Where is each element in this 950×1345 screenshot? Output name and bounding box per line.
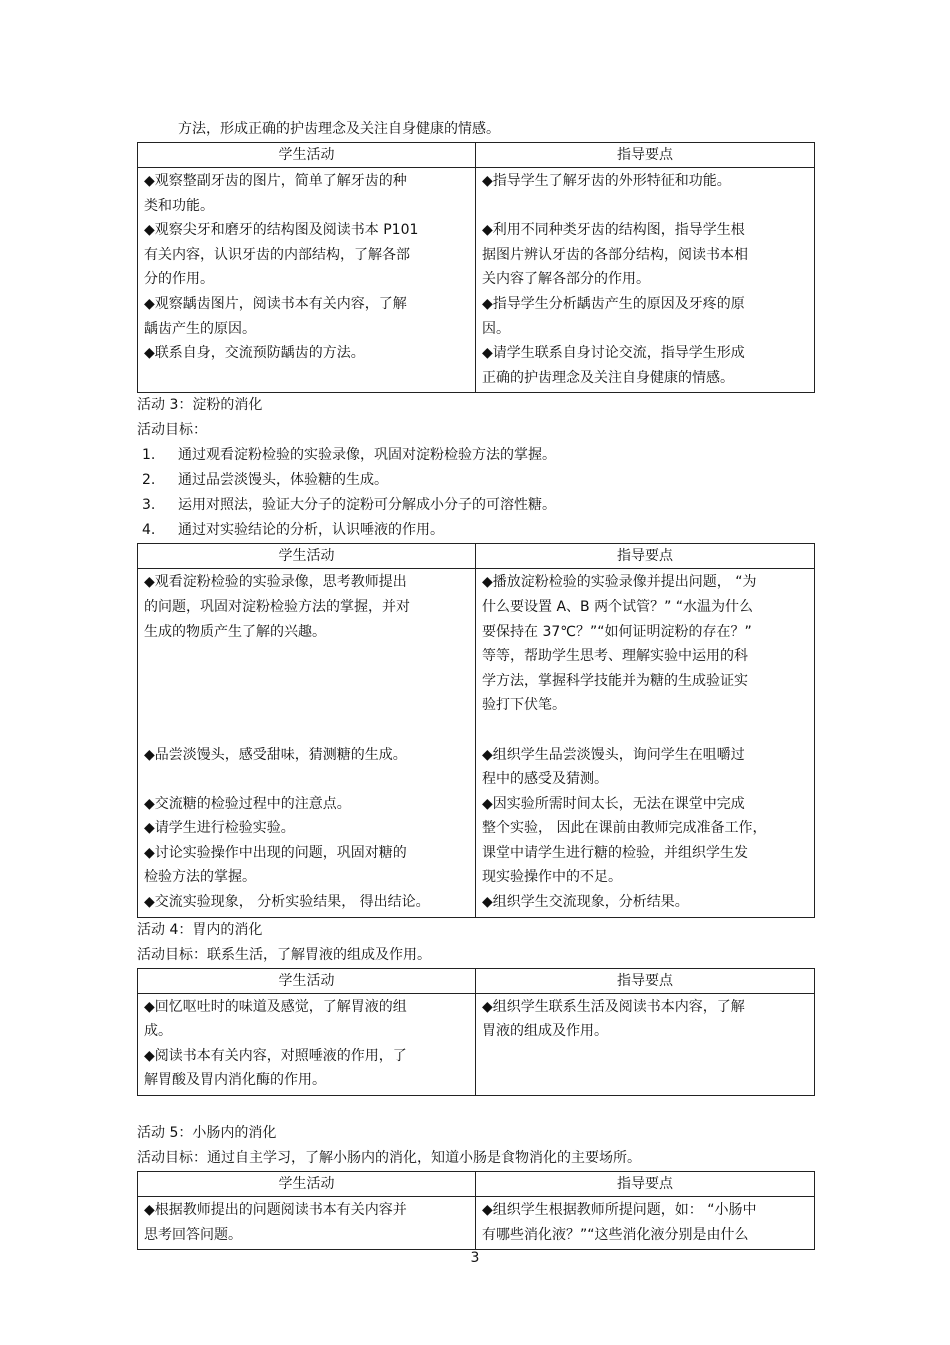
table-header-row [138, 968, 815, 993]
table-header-row [138, 143, 815, 168]
table-teeth [137, 142, 815, 393]
cell-line: ◆观察龋齿图片，阅读书本有关内容，了解 [144, 295, 407, 312]
cell-line: ◆品尝淡馒头，感受甜味，猜测糖的生成。 [144, 746, 407, 763]
table-header-row [138, 544, 815, 569]
page-number: 3 [470, 1250, 480, 1266]
list-text: 通过品尝淡馒头，体验糖的生成。 [178, 472, 388, 489]
cell-line: 胃液的组成及作用。 [482, 1023, 608, 1040]
guidance-points-cell [476, 993, 815, 1095]
table-row [138, 1197, 815, 1250]
student-activity-cell [138, 1197, 476, 1250]
cell-line: ◆观看淀粉检验的实验录像，思考教师提出 [144, 574, 407, 591]
header-student-activity: 学生活动 [138, 544, 476, 569]
cell-line [482, 194, 808, 219]
header-student-activity: 学生活动 [138, 968, 476, 993]
cell-line: 现实验操作中的不足。 [482, 869, 622, 886]
list-item [137, 518, 815, 543]
cell-line: ◆请学生进行检验实验。 [144, 820, 295, 837]
header-guidance-points: 指导要点 [476, 544, 815, 569]
cell-line: 解胃酸及胃内消化酶的作用。 [144, 1072, 326, 1089]
cell-line [482, 718, 808, 743]
cell-line: ◆指导学生分析龋齿产生的原因及牙疼的原 [482, 295, 745, 312]
cell-line: 类和功能。 [144, 197, 214, 214]
guidance-points-cell [476, 569, 815, 917]
cell-line: ◆组织学生品尝淡馒头，询问学生在咀嚼过 [482, 746, 745, 763]
cell-line: 有关内容，认识牙齿的内部结构，了解各部 [144, 246, 410, 263]
header-guidance-points: 指导要点 [476, 143, 815, 168]
cell-line: 据图片辨认牙齿的各部分结构，阅读书本相 [482, 246, 748, 263]
header-student-activity: 学生活动 [138, 1172, 476, 1197]
table-row [138, 993, 815, 1095]
activity3-goal-label: 活动目标： [137, 422, 207, 439]
activity3-goal-list [137, 443, 815, 543]
cell-line [144, 644, 469, 669]
activity5-goal: 活动目标：通过自主学习，了解小肠内的消化，知道小肠是食物消化的主要场所。 [137, 1150, 641, 1167]
activity4-goal: 活动目标：联系生活，了解胃液的组成及作用。 [137, 946, 431, 963]
student-activity-cell [138, 569, 476, 917]
intro-line: 方法，形成正确的护齿理念及关注自身健康的情感。 [178, 121, 500, 137]
cell-line: ◆利用不同种类牙齿的结构图，指导学生根 [482, 222, 745, 239]
cell-line: 的问题，巩固对淀粉检验方法的掌握，并对 [144, 598, 410, 615]
list-item [137, 443, 815, 468]
list-number: 2. [142, 472, 156, 489]
cell-line: ◆回忆呕吐时的味道及感觉，了解胃液的组 [144, 998, 407, 1015]
cell-line: 程中的感受及猜测。 [482, 771, 608, 788]
guidance-points-cell [476, 168, 815, 393]
table-row [138, 168, 815, 393]
list-number: 3. [142, 497, 156, 514]
cell-line: 检验方法的掌握。 [144, 869, 256, 886]
cell-line: ◆观察尖牙和磨牙的结构图及阅读书本 P101 [144, 222, 419, 239]
cell-line: 分的作用。 [144, 271, 214, 288]
cell-line: ◆组织学生联系生活及阅读书本内容，了解 [482, 998, 745, 1015]
cell-line: 验打下伏笔。 [482, 697, 566, 714]
document-page [137, 117, 815, 1250]
table-header-row [138, 1172, 815, 1197]
cell-line [144, 693, 469, 718]
cell-line: 有哪些消化液？”“这些消化液分别是由什么 [482, 1226, 749, 1243]
cell-line: 等等，帮助学生思考、理解实验中运用的科 [482, 648, 748, 665]
table-starch-digestion [137, 543, 815, 917]
cell-line: ◆交流实验现象， 分析实验结果， 得出结论。 [144, 894, 430, 911]
cell-line: 龋齿产生的原因。 [144, 320, 256, 337]
cell-line: ◆观察整副牙齿的图片，简单了解牙齿的种 [144, 173, 407, 189]
table-row [138, 569, 815, 917]
activity3-title: 活动 3：淀粉的消化 [137, 397, 263, 414]
student-activity-cell [138, 168, 476, 393]
cell-line: 关内容了解各部分的作用。 [482, 271, 650, 288]
spacer [137, 1096, 815, 1121]
list-text: 运用对照法，验证大分子的淀粉可分解成小分子的可溶性糖。 [178, 497, 556, 514]
guidance-points-cell [476, 1197, 815, 1250]
activity4-title: 活动 4：胃内的消化 [137, 921, 263, 938]
table-stomach-digestion [137, 968, 815, 1096]
header-guidance-points: 指导要点 [476, 1172, 815, 1197]
table-small-intestine-digestion [137, 1171, 815, 1250]
list-item [137, 493, 815, 518]
cell-line: ◆请学生联系自身讨论交流，指导学生形成 [482, 345, 745, 362]
cell-line [144, 718, 469, 743]
cell-line: 要保持在 37℃？”“如何证明淀粉的存在？” [482, 623, 752, 640]
list-text: 通过对实验结论的分析，认识唾液的作用。 [178, 522, 444, 539]
cell-line: 学方法，掌握科学技能并为糖的生成验证实 [482, 672, 748, 689]
cell-line [144, 767, 469, 792]
cell-line: ◆讨论实验操作中出现的问题，巩固对糖的 [144, 844, 407, 861]
cell-line: 因。 [482, 320, 510, 337]
cell-line: ◆组织学生交流现象，分析结果。 [482, 894, 689, 911]
activity5-title: 活动 5：小肠内的消化 [137, 1125, 277, 1142]
cell-line: ◆交流糖的检验过程中的注意点。 [144, 795, 351, 812]
cell-line: ◆指导学生了解牙齿的外形特征和功能。 [482, 173, 731, 189]
header-guidance-points: 指导要点 [476, 968, 815, 993]
cell-line: 生成的物质产生了解的兴趣。 [144, 623, 326, 640]
list-text: 通过观看淀粉检验的实验录像，巩固对淀粉检验方法的掌握。 [178, 447, 556, 464]
list-number: 1. [142, 447, 156, 464]
cell-line: 什么要设置 A、B 两个试管？” “水温为什么 [482, 598, 754, 615]
cell-line [144, 669, 469, 694]
cell-line: 正确的护齿理念及关注自身健康的情感。 [482, 369, 734, 386]
cell-line: 课堂中请学生进行糖的检验，并组织学生发 [482, 844, 748, 861]
header-student-activity: 学生活动 [138, 143, 476, 168]
student-activity-cell [138, 993, 476, 1095]
cell-line: 思考回答问题。 [144, 1226, 242, 1243]
cell-line: ◆播放淀粉检验的实验录像并提出问题， “为 [482, 574, 757, 591]
cell-line: 成。 [144, 1023, 172, 1040]
cell-line: 整个实验， 因此在课前由教师完成准备工作， [482, 820, 767, 837]
cell-line: ◆根据教师提出的问题阅读书本有关内容并 [144, 1202, 407, 1219]
cell-line: ◆组织学生根据教师所提问题，如： “小肠中 [482, 1202, 757, 1219]
list-number: 4. [142, 522, 156, 539]
list-item [137, 468, 815, 493]
cell-line: ◆因实验所需时间太长，无法在课堂中完成 [482, 795, 745, 812]
cell-line: ◆联系自身，交流预防龋齿的方法。 [144, 345, 365, 362]
cell-line: ◆阅读书本有关内容，对照唾液的作用，了 [144, 1047, 407, 1064]
